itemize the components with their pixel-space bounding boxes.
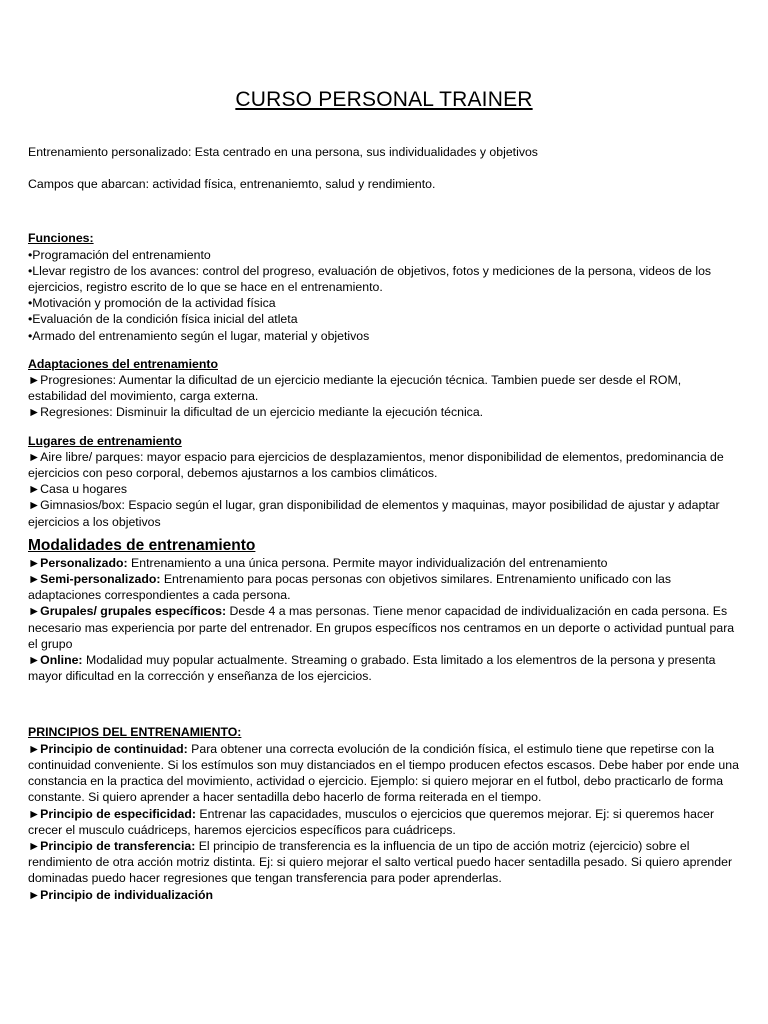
modalidades-heading: Modalidades de entrenamiento <box>28 536 256 554</box>
lugares-item: ►Gimnasios/box: Espacio según el lugar, gran disponibilidad de elementos y maquinas, mayor posibilidad de ajustar y adaptar ejercicios a los objetivos <box>28 498 720 529</box>
funciones-item: •Armado del entrenamiento según el lugar, material y objetivos <box>28 328 370 343</box>
principios-heading: PRINCIPIOS DEL ENTRENAMIENTO: <box>28 725 242 740</box>
document-title: CURSO PERSONAL TRAINER <box>235 88 533 111</box>
modalidad-text: Modalidad muy popular actualmente. Streaming o grabado. Esta limitado a los elementros de la persona y presenta mayor dificultad en la corrección y enseñanza de los ejercicios. <box>28 653 716 684</box>
modalidad-item <box>28 652 740 684</box>
principio-text: Para obtener una correcta evolución de la condición física, el estimulo tiene que repetirse con la continuidad conveniente. Si los estímulos son muy distanciados en el tiempo producen efectos escasos. Debe haber por ende una constancia en la practica del movimiento, actividad o ejercicio. Ejemplo: si quiero mejorar en el futbol, debo practicarlo de forma constante. Si quiero aprender a hacer sentadilla debo hacerlo de forma reiterada en el tiempo. <box>28 741 739 805</box>
adaptaciones-item: ►Progresiones: Aumentar la dificultad de un ejercicio mediante la ejecución técnica. Tambien puede ser desde el ROM, estabilidad del movimiento, carga externa. <box>28 373 682 404</box>
principio-item <box>28 887 740 903</box>
modalidad-label: ►Grupales/ grupales específicos: <box>28 604 227 619</box>
adaptaciones-item: ►Regresiones: Disminuir la dificultad de un ejercicio mediante la ejecución técnica. <box>28 405 484 420</box>
modalidad-text: Entrenamiento para pocas personas con objetivos similares. Entrenamiento unificado con las adaptaciones correspondientes a cada persona. <box>28 572 672 603</box>
principio-item <box>28 806 740 838</box>
modalidad-item <box>28 603 740 652</box>
funciones-item: •Motivación y promoción de la actividad física <box>28 296 276 311</box>
modalidad-label: ►Online: <box>28 653 83 668</box>
lugares-item: ►Aire libre/ parques: mayor espacio para ejercicios de desplazamientos, menor disponibilidad de elementos, predominancia de ejercicios con peso corporal, debemos ajustarnos a los cambios climáticos. <box>28 449 724 481</box>
modalidad-text: Entrenamiento a una única persona. Permite mayor individualización del entrenamiento <box>127 555 608 570</box>
principio-label: ►Principio de transferencia: <box>28 838 196 853</box>
modalidad-item <box>28 571 740 603</box>
principio-label: ►Principio de individualización <box>28 887 214 902</box>
principio-text: El principio de transferencia es la influencia de un tipo de acción motriz (ejercicio) sobre el rendimiento de otra acción motriz distinta. Ej: si quiero mejorar el salto vertical puedo hacer sentadilla pesado. Si quiero aprender dominadas puedo hacer regresiones que tengan transferencia para poder aprenderlas. <box>28 838 733 886</box>
lugares-item: ►Casa u hogares <box>28 482 127 497</box>
principio-text: Entrenar las capacidades, musculos o ejercicios que queremos mejorar. Ej: si queremos hacer crecer el musculo cuádriceps, haremos ejercicios específicos para cuádriceps. <box>28 806 715 837</box>
modalidad-item <box>28 555 740 571</box>
modalidad-label: ►Personalizado: <box>28 555 128 570</box>
funciones-heading: Funciones: <box>28 231 94 246</box>
document-body <box>28 144 740 903</box>
principio-item <box>28 838 740 887</box>
intro-definition: Entrenamiento personalizado: Esta centrado en una persona, sus individualidades y objetivos <box>28 145 538 159</box>
funciones-item: •Programación del entrenamiento <box>28 247 211 262</box>
intro-campos: Campos que abarcan: actividad física, entrenaniemto, salud y rendimiento. <box>28 177 436 192</box>
lugares-heading: Lugares de entrenamiento <box>28 433 182 448</box>
principio-label: ►Principio de continuidad: <box>28 741 188 756</box>
modalidad-label: ►Semi-personalizado: <box>28 572 161 587</box>
principio-label: ►Principio de especificidad: <box>28 806 196 821</box>
principio-item <box>28 741 740 806</box>
funciones-item: •Evaluación de la condición física inicial del atleta <box>28 312 298 327</box>
adaptaciones-heading: Adaptaciones del entrenamiento <box>28 356 218 371</box>
modalidad-text: Desde 4 a mas personas. Tiene menor capacidad de individualización en cada persona. Es necesario mas experiencia por parte del entrenador. En grupos específicos nos centramos en un deporte o actividad puntual para el grupo <box>28 604 735 651</box>
funciones-item: •Llevar registro de los avances: control del progreso, evaluación de objetivos, fotos y mediciones de la persona, videos de los ejercicios, registro escrito de lo que se hace en el entrenamiento. <box>28 263 712 295</box>
